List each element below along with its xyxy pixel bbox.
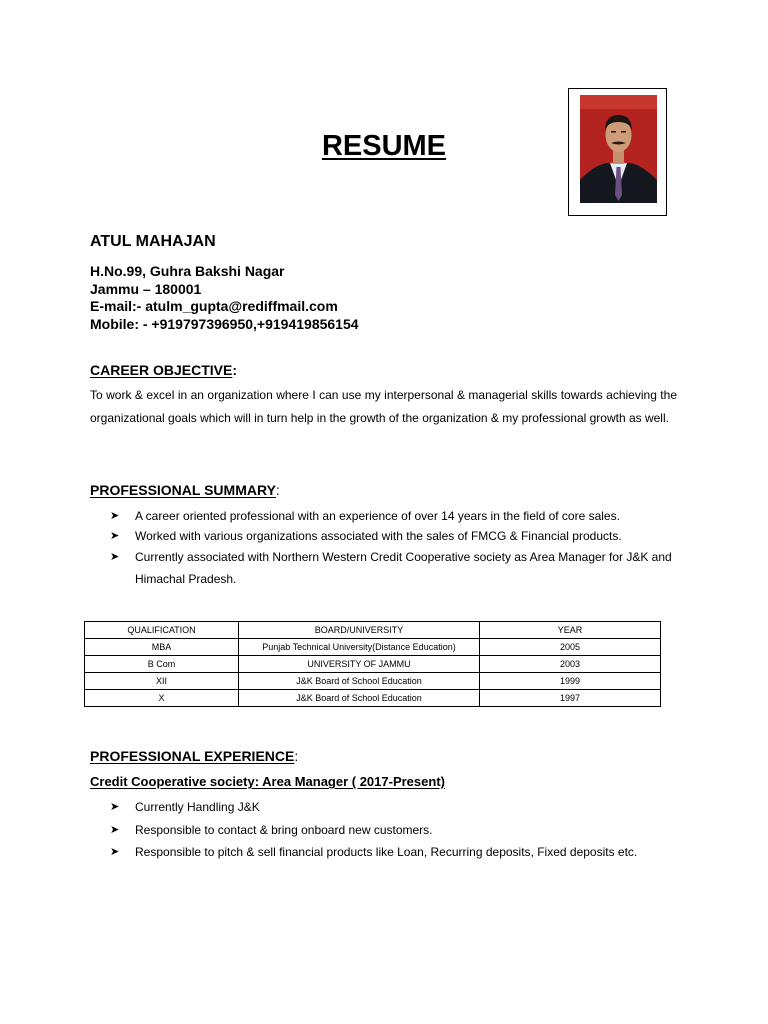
table-cell: MBA <box>85 639 239 656</box>
arrowhead-bullet-icon: ➤ <box>110 823 120 836</box>
table-header: YEAR <box>480 622 661 639</box>
table-row <box>85 639 661 656</box>
contact-block <box>90 263 359 333</box>
table-cell: 2003 <box>480 656 661 673</box>
table-row <box>85 673 661 690</box>
table-cell: 2005 <box>480 639 661 656</box>
document-title: RESUME <box>321 130 447 162</box>
list-item: ➤ Currently Handling J&K <box>110 796 680 819</box>
career-objective-text: To work & excel in an organization where I can use my interpersonal & managerial skills towards achieving the organizational goals which will in turn help in the growth of the organization & my professional growth as well. <box>90 388 677 425</box>
career-objective-heading: CAREER OBJECTIVE: <box>90 362 238 378</box>
email-line: E-mail:- atulm_gupta@rediffmail.com <box>90 298 338 314</box>
arrowhead-bullet-icon: ➤ <box>110 510 120 522</box>
arrowhead-bullet-icon: ➤ <box>110 846 120 858</box>
table-cell: B Com <box>85 656 239 673</box>
list-item: ➤ Worked with various organizations associated with the sales of FMCG & Financial products. <box>110 526 680 546</box>
arrowhead-bullet-icon: ➤ <box>110 801 120 813</box>
qualification-table <box>84 621 661 707</box>
table-row <box>85 656 661 673</box>
table-row <box>85 690 661 707</box>
table-cell: Punjab Technical University(Distance Education) <box>239 639 480 656</box>
arrowhead-bullet-icon: ➤ <box>110 551 120 563</box>
table-cell: 1999 <box>480 673 661 690</box>
experience-role: Credit Cooperative society: Area Manager ( 2017-Present) <box>90 774 445 789</box>
table-header: BOARD/UNIVERSITY <box>239 622 480 639</box>
profile-photo-frame <box>568 88 667 216</box>
candidate-name: ATUL MAHAJAN <box>90 233 216 250</box>
table-cell: 1997 <box>480 690 661 707</box>
table-cell: J&K Board of School Education <box>239 690 480 707</box>
list-item: ➤ A career oriented professional with an experience of over 14 years in the field of core sales. <box>110 506 680 526</box>
profile-photo <box>580 95 657 203</box>
table-cell: J&K Board of School Education <box>239 673 480 690</box>
table-cell: UNIVERSITY OF JAMMU <box>239 656 480 673</box>
list-item: ➤ Responsible to pitch & sell financial products like Loan, Recurring deposits, Fixed deposits etc. <box>110 841 680 864</box>
mobile-line: Mobile: - +919797396950,+919419856154 <box>90 315 359 332</box>
table-cell: XII <box>85 673 239 690</box>
list-item: ➤ Responsible to contact & bring onboard new customers. <box>110 819 680 842</box>
professional-experience-heading: PROFESSIONAL EXPERIENCE: <box>90 748 299 764</box>
list-item: ➤ Currently associated with Northern Western Credit Cooperative society as Area Manager for J&K and Himachal Pradesh. <box>110 546 680 590</box>
summary-list <box>110 506 680 590</box>
table-header: QUALIFICATION <box>85 622 239 639</box>
address-line-1: H.No.99, Guhra Bakshi Nagar <box>90 263 285 279</box>
address-line-2: Jammu – 180001 <box>90 280 202 297</box>
table-cell: X <box>85 690 239 707</box>
professional-summary-heading: PROFESSIONAL SUMMARY: <box>90 482 280 498</box>
table-header-row <box>85 622 661 639</box>
arrowhead-bullet-icon: ➤ <box>110 530 120 542</box>
experience-list <box>110 796 680 864</box>
